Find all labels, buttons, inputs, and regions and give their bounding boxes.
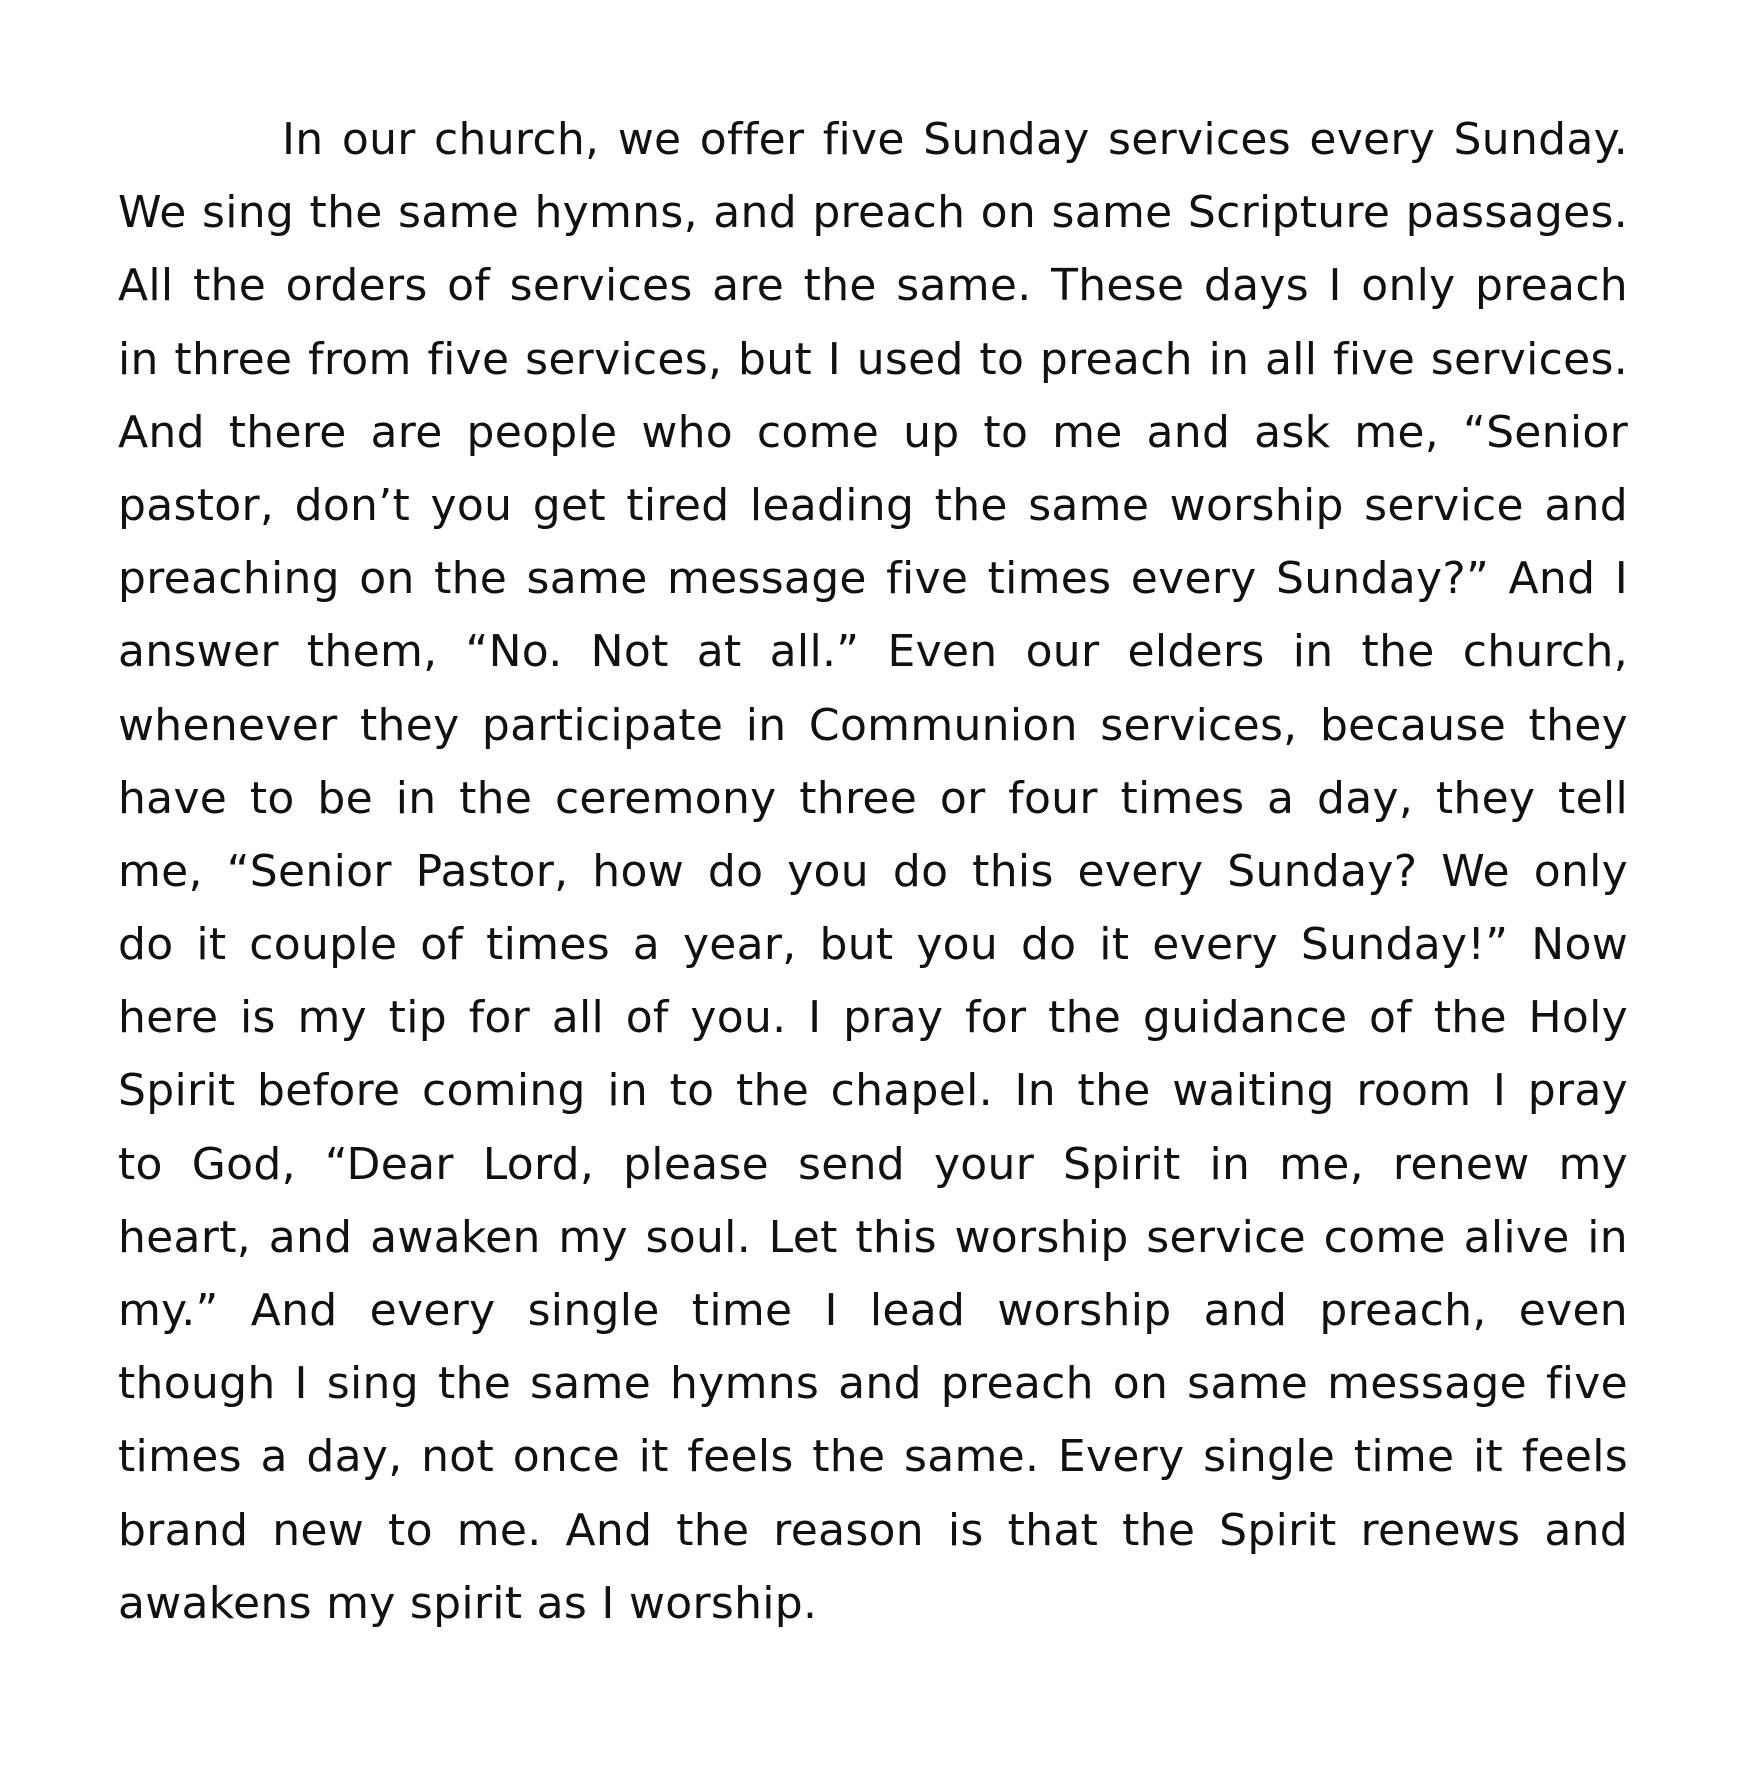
text-line: answer them, “No. Not at all.” Even our elders in the church, xyxy=(118,626,1628,678)
text-line: Spirit before coming in to the chapel. In the waiting room I pray xyxy=(118,1065,1628,1117)
text-line: here is my tip for all of you. I pray for the guidance of the Holy xyxy=(118,992,1628,1044)
text-line: have to be in the ceremony three or four times a day, they tell xyxy=(118,772,1628,824)
text-line: me, “Senior Pastor, how do you do this every Sunday? We only xyxy=(118,845,1628,897)
text-line: All the orders of services are the same. These days I only preach xyxy=(118,260,1628,312)
body-paragraph xyxy=(118,103,1628,1640)
text-line: awakens my spirit as I worship. xyxy=(118,1577,818,1629)
text-line: pastor, don’t you get tired leading the same worship service and xyxy=(118,479,1628,531)
text-line: do it couple of times a year, but you do it every Sunday!” Now xyxy=(118,919,1628,971)
text-line: times a day, not once it feels the same. Every single time it feels xyxy=(118,1431,1628,1483)
text-line: though I sing the same hymns and preach on same message five xyxy=(118,1358,1628,1410)
text-line: In our church, we offer five Sunday services every Sunday. xyxy=(282,114,1628,165)
text-line: to God, “Dear Lord, please send your Spirit in me, renew my xyxy=(118,1138,1628,1190)
text-line: We sing the same hymns, and preach on same Scripture passages. xyxy=(118,187,1628,239)
text-line: brand new to me. And the reason is that the Spirit renews and xyxy=(118,1504,1628,1556)
text-line: heart, and awaken my soul. Let this worship service come alive in xyxy=(118,1211,1628,1263)
text-line: And there are people who come up to me and ask me, “Senior xyxy=(118,406,1628,458)
text-line: preaching on the same message five times every Sunday?” And I xyxy=(118,553,1628,605)
text-line: in three from five services, but I used to preach in all five services. xyxy=(118,333,1628,385)
text-line: my.” And every single time I lead worship and preach, even xyxy=(118,1285,1628,1336)
text-line: whenever they participate in Communion services, because they xyxy=(118,699,1628,751)
